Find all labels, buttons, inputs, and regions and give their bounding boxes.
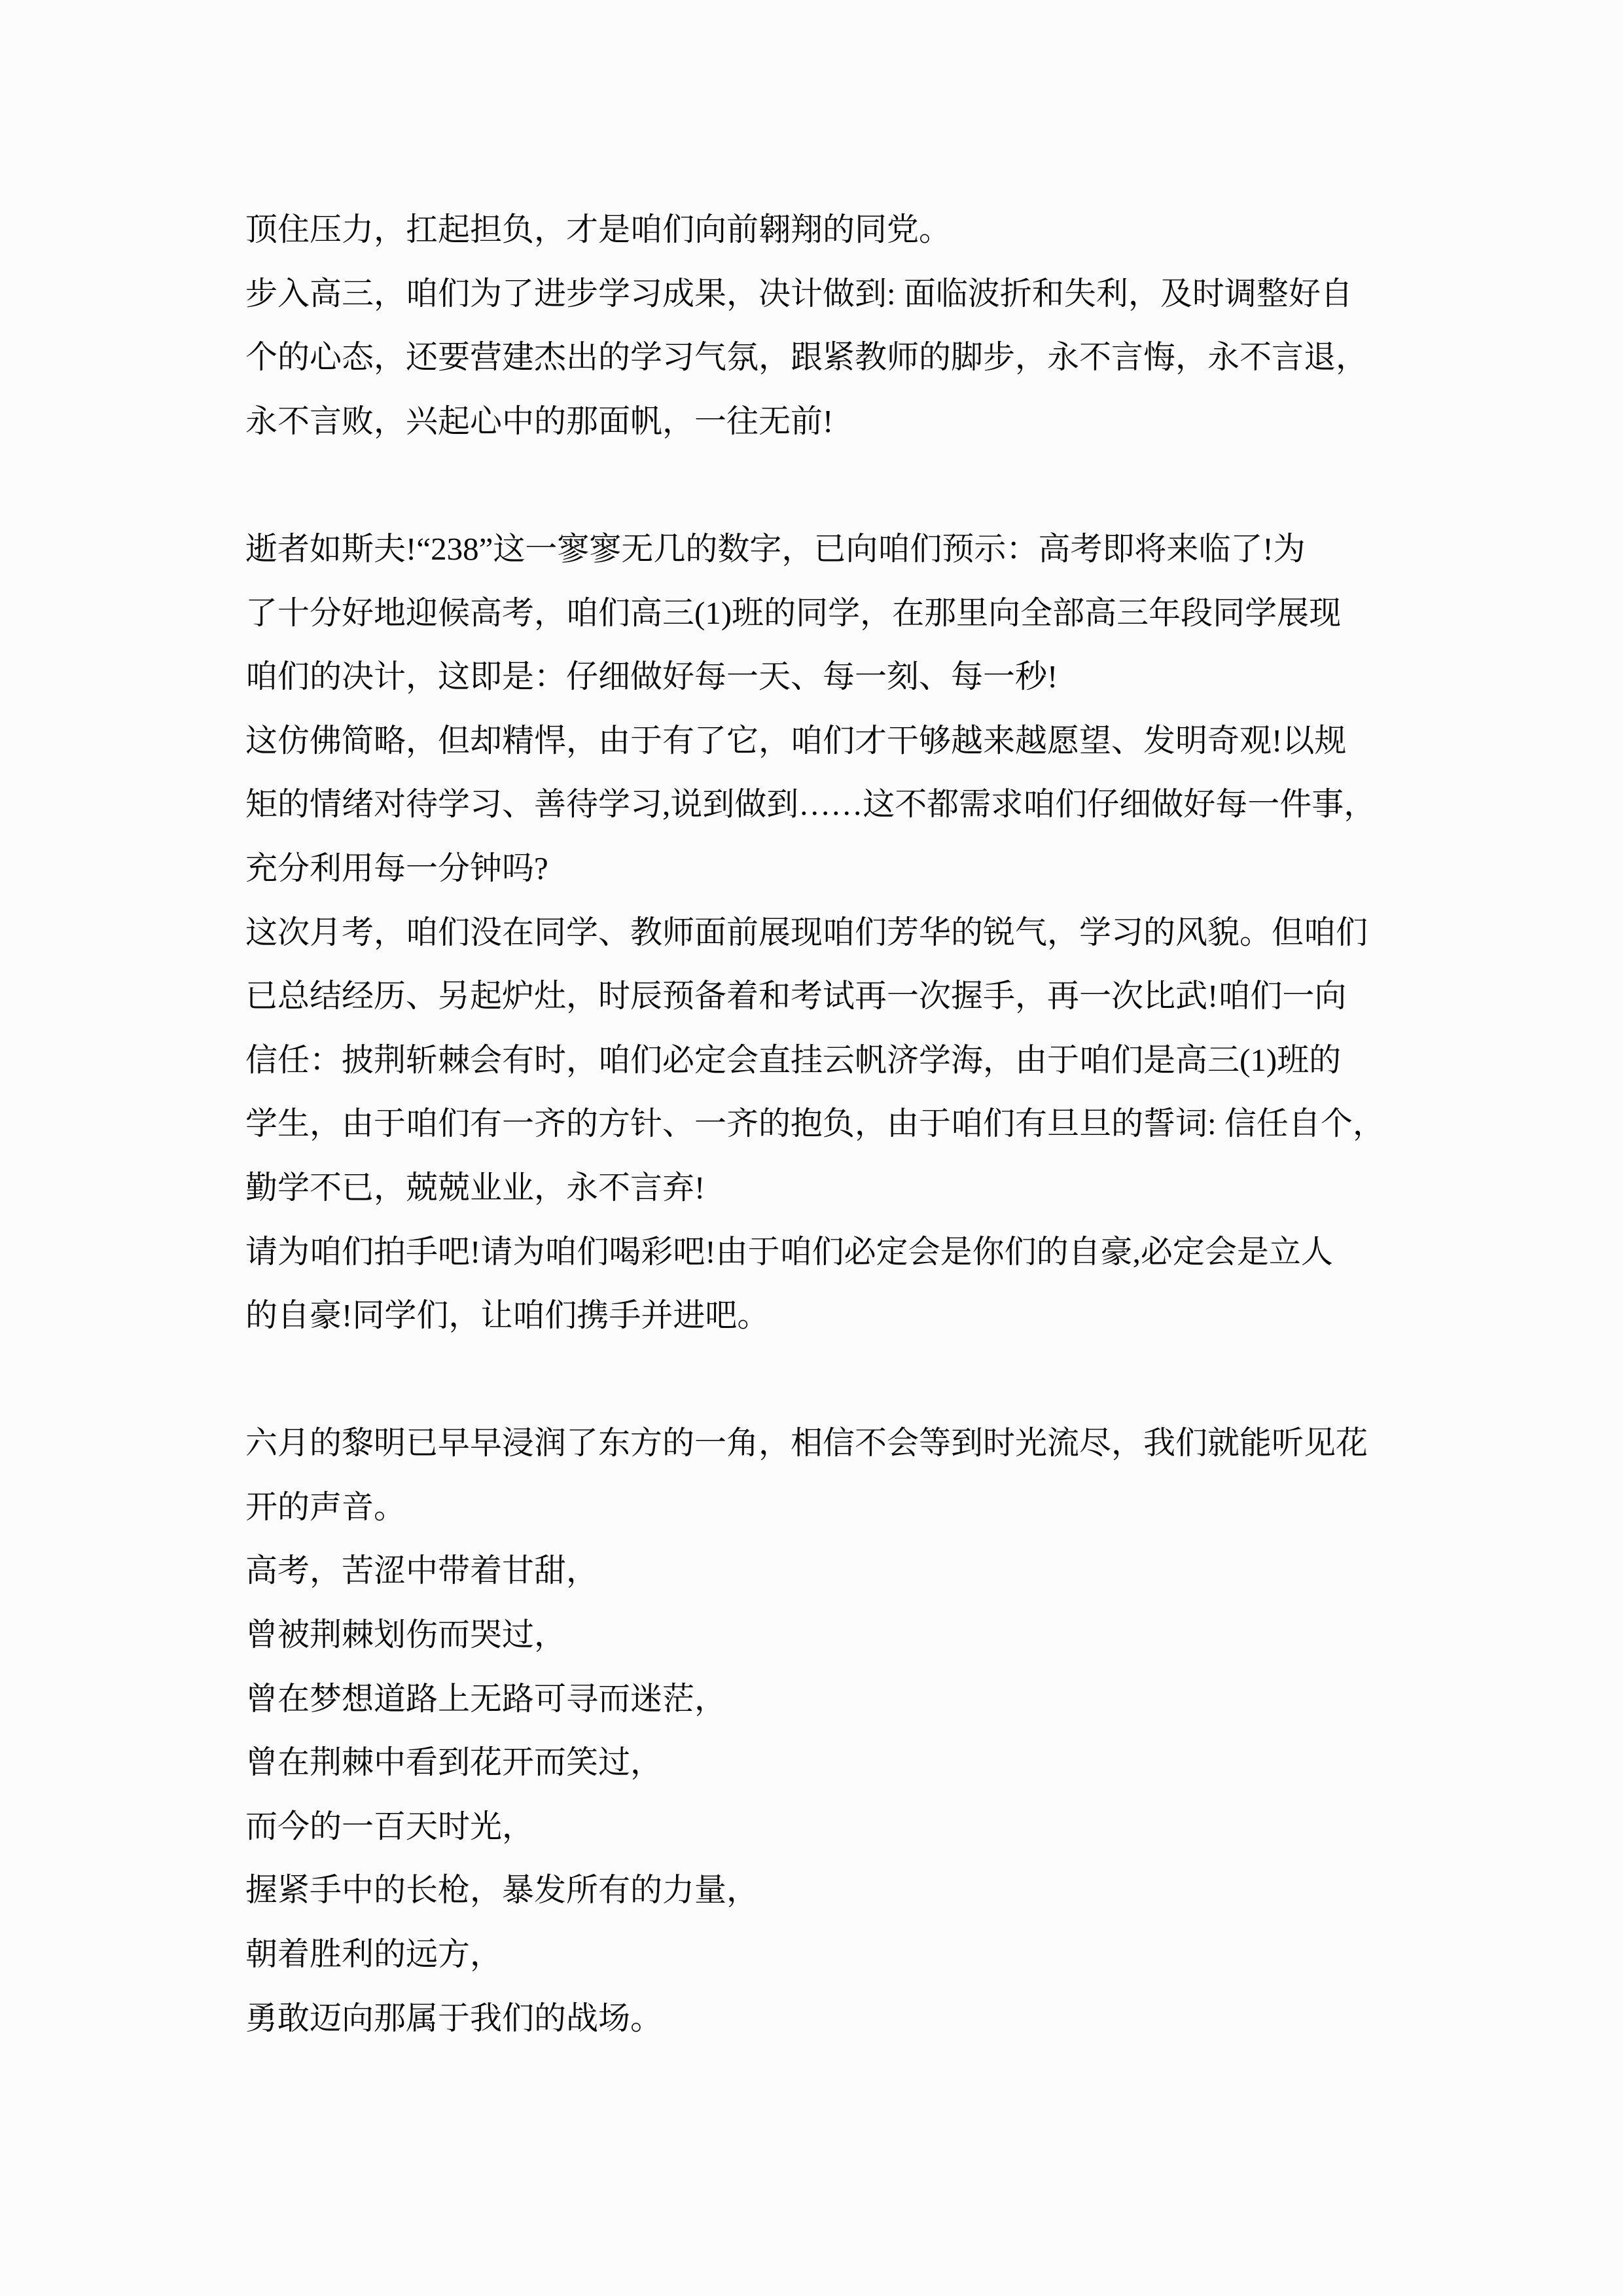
text-line: 曾在荆棘中看到花开而笑过， [245, 1744, 663, 1781]
text-line: 顶住压力，扛起担负，才是咱们向前翱翔的同党。 [245, 211, 952, 247]
text-line: 请为咱们拍手吧!请为咱们喝彩吧!由于咱们必定会是你们的自豪,必定会是立人 [245, 1233, 1333, 1270]
text-line: 步入高三，咱们为了进步学习成果，决计做到: 面临波折和失利，及时调整好自 [245, 275, 1353, 312]
text-line: 逝者如斯夫!“238”这一寥寥无几的数字，已向咱们预示：高考即将来临了!为 [245, 530, 1306, 567]
text-line: 朝着胜利的远方， [245, 1936, 503, 1973]
text-line: 曾被荆棘划伤而哭过， [245, 1617, 567, 1653]
blank-line [245, 1348, 1378, 1412]
text-line: 了十分好地迎候高考，咱们高三(1)班的同学，在那里向全部高三年段同学展现 [245, 594, 1342, 631]
text-line: 勤学不已，兢兢业业，永不言弃! [245, 1169, 705, 1206]
text-line: 永不言败，兴起心中的那面帆，一往无前! [245, 403, 834, 439]
text-line: 这仿佛简略，但却精悍，由于有了它，咱们才干够越来越愿望、发明奇观!以规 [245, 722, 1347, 759]
text-line: 高考，苦涩中带着甘甜， [245, 1552, 599, 1589]
text-line: 六月的黎明已早早浸润了东方的一角，相信不会等到时光流尽，我们就能听见花 [245, 1425, 1368, 1462]
text-line: 个的心态，还要营建杰出的学习气氛，跟紧教师的脚步，永不言悔，永不言退， [245, 339, 1368, 376]
text-line: 已总结经历、另起炉灶，时辰预备着和考试再一次握手，再一次比武!咱们一向 [245, 978, 1347, 1014]
text-line: 矩的情绪对待学习、善待学习,说到做到……这不都需求咱们仔细做好每一件事， [245, 786, 1376, 823]
text-line: 开的声音。 [245, 1488, 406, 1525]
text-line: 这次月考，咱们没在同学、教师面前展现咱们芳华的锐气，学习的风貌。但咱们 [245, 914, 1368, 950]
text-line: 学生，由于咱们有一齐的方针、一齐的抱负，由于咱们有旦旦的誓词: 信任自个， [245, 1105, 1385, 1142]
text-line: 充分利用每一分钟吗? [245, 850, 548, 886]
text-line: 而今的一百天时光， [245, 1808, 535, 1844]
text-line: 曾在梦想道路上无路可寻而迷茫， [245, 1680, 727, 1717]
essay-text-block [245, 198, 1385, 2050]
text-line: 勇敢迈向那属于我们的战场。 [245, 2000, 663, 2036]
text-line: 信任：披荆斩棘会有时，咱们必定会直挂云帆济学海，由于咱们是高三(1)班的 [245, 1041, 1342, 1078]
text-line: 的自豪!同学们，让咱们携手并进吧。 [245, 1297, 770, 1334]
text-line: 握紧手中的长枪，暴发所有的力量， [245, 1872, 759, 1909]
text-line: 咱们的决计，这即是：仔细做好每一天、每一刻、每一秒! [245, 658, 1058, 695]
blank-line [245, 453, 1378, 517]
